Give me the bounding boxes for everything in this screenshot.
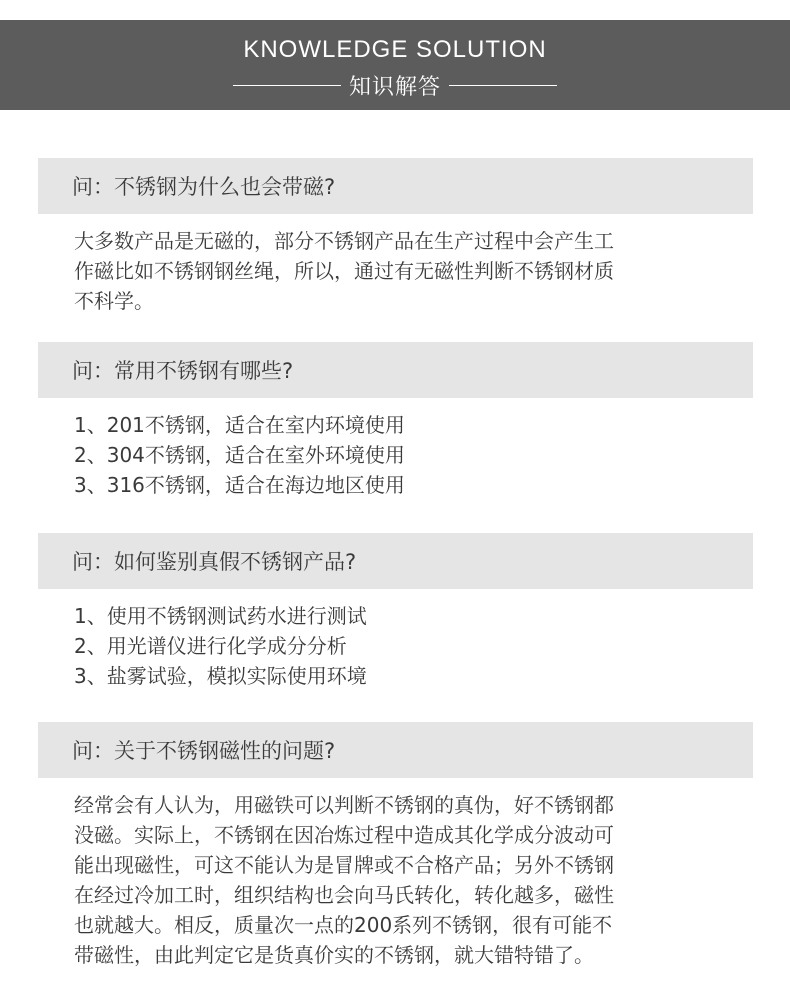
faq-question: 问：常用不锈钢有哪些? — [38, 342, 753, 398]
faq-section-magnetism-issue — [38, 722, 753, 970]
faq-question: 问：如何鉴别真假不锈钢产品? — [38, 533, 753, 589]
answer-line: 经常会有人认为，用磁铁可以判断不锈钢的真伪，好不锈钢都 — [74, 793, 614, 817]
answer-line: 没磁。实际上，不锈钢在因冶炼过程中造成其化学成分波动可 — [74, 823, 614, 847]
answer-line: 作磁比如不锈钢钢丝绳，所以，通过有无磁性判断不锈钢材质 — [74, 259, 614, 283]
answer-line: 也就越大。相反，质量次一点的200系列不锈钢，很有可能不 — [74, 913, 613, 937]
answer-line: 带磁性，由此判定它是货真价实的不锈钢，就大错特错了。 — [74, 943, 594, 967]
header-divider-right — [449, 85, 557, 86]
list-item: 3、316不锈钢，适合在海边地区使用 — [74, 473, 405, 497]
faq-answer — [38, 214, 753, 316]
faq-section-magnetism — [38, 158, 753, 316]
faq-question: 问：关于不锈钢磁性的问题? — [38, 722, 753, 778]
answer-line: 在经过冷加工时，组织结构也会向马氏转化，转化越多，磁性 — [74, 883, 614, 907]
faq-answer-list — [38, 398, 753, 500]
faq-section-identify — [38, 533, 753, 691]
faq-answer — [38, 778, 753, 970]
header-subtitle-row — [0, 70, 790, 101]
header-divider-left — [233, 85, 341, 86]
answer-line: 能出现磁性，可这不能认为是冒牌或不合格产品；另外不锈钢 — [74, 853, 614, 877]
list-item: 1、使用不锈钢测试药水进行测试 — [74, 604, 367, 628]
faq-answer-list — [38, 589, 753, 691]
answer-line: 大多数产品是无磁的，部分不锈钢产品在生产过程中会产生工 — [74, 229, 614, 253]
answer-line: 不科学。 — [74, 289, 154, 313]
faq-question: 问：不锈钢为什么也会带磁? — [38, 158, 753, 214]
header-title-en: KNOWLEDGE SOLUTION — [243, 36, 547, 63]
list-item: 2、用光谱仪进行化学成分分析 — [74, 634, 347, 658]
list-item: 1、201不锈钢，适合在室内环境使用 — [74, 413, 405, 437]
list-item: 3、盐雾试验，模拟实际使用环境 — [74, 664, 367, 688]
faq-section-common-types — [38, 342, 753, 500]
header-title-cn: 知识解答 — [348, 75, 441, 100]
page-header — [0, 20, 790, 110]
list-item: 2、304不锈钢，适合在室外环境使用 — [74, 443, 405, 467]
